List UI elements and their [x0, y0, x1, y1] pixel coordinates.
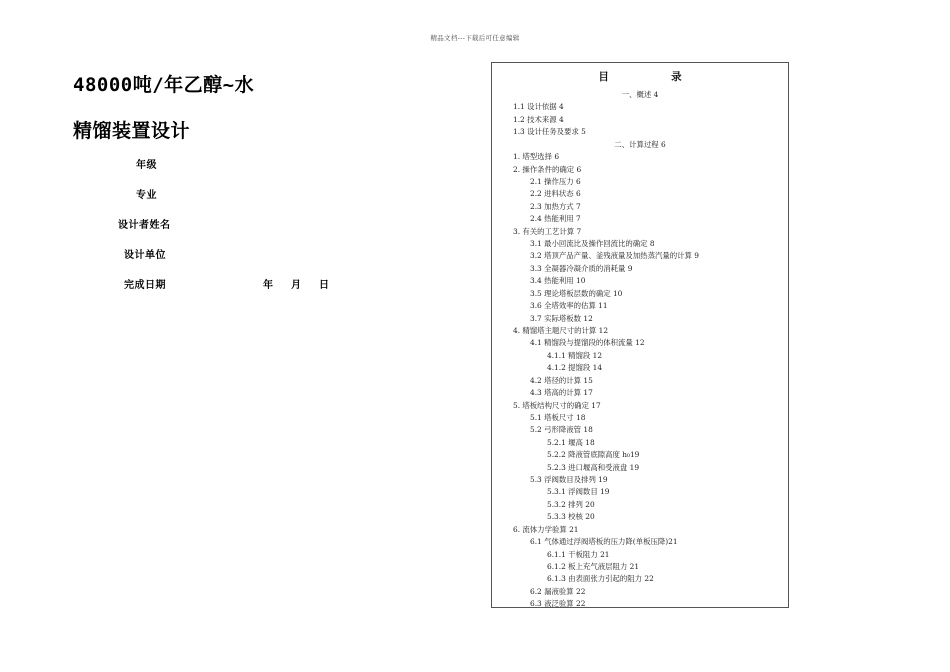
- toc-entry: 4.3 塔高的计算 17: [530, 388, 593, 398]
- toc-entry: 5.3.1 浮阀数目 19: [547, 487, 610, 497]
- toc-heading: 目 录: [598, 71, 710, 83]
- toc-entry: 2.1 操作压力 6: [530, 176, 581, 186]
- toc-entry: 2. 操作条件的确定 6: [513, 164, 582, 174]
- toc-entry: 4.1 精馏段与提馏段的体积流量 12: [530, 338, 645, 348]
- toc-entry: 5.3.3 校核 20: [547, 512, 595, 522]
- toc-entry: 4.1.1 精馏段 12: [547, 350, 603, 360]
- toc-entry: 5.2.3 进口堰高和受液盘 19: [547, 462, 640, 472]
- toc-entry: 6. 流体力学验算 21: [513, 524, 579, 534]
- toc-entry: 5.3 浮阀数目及排列 19: [530, 475, 608, 485]
- toc-entry: 5.2.2 降液管底隙高度 h₀19: [547, 450, 640, 460]
- field-major-label: 专业: [136, 190, 157, 201]
- toc-entry: 1.1 设计依据 4: [513, 102, 564, 112]
- toc-entry: 6.1 气体通过浮阀塔板的压力降(单板压降)21: [530, 537, 678, 547]
- toc-entry: 6.3 液泛验算 22: [530, 599, 586, 609]
- toc-entry: 1. 塔型选择 6: [513, 152, 560, 162]
- toc-entry: 2.4 热能利用 7: [530, 214, 581, 224]
- toc-entry: 3.4 热能利用 10: [530, 276, 586, 286]
- cover-title-line1: 48000吨/年乙醇~水: [73, 74, 255, 96]
- date-day-label: 日: [319, 280, 329, 291]
- toc-entry: 4. 精馏塔主题尺寸的计算 12: [513, 325, 609, 335]
- toc-entry: 5.2.1 堰高 18: [547, 437, 595, 447]
- toc-entry: 3.2 塔顶产品产量、釜残液量及加热蒸汽量的计算 9: [530, 251, 699, 261]
- toc-entry: 6.1.2 板上充气液层阻力 21: [547, 561, 640, 571]
- date-year-label: 年: [263, 280, 273, 291]
- toc-entry: 5.3.2 排列 20: [547, 499, 595, 509]
- toc-entry: 2.2 进料状态 6: [530, 189, 581, 199]
- toc-entry: 5. 塔板结构尺寸的确定 17: [513, 400, 601, 410]
- toc-entry: 5.1 塔板尺寸 18: [530, 412, 586, 422]
- toc-entry: 3.6 全塔效率的估算 11: [530, 301, 608, 311]
- field-date-label: 完成日期: [124, 280, 166, 291]
- date-month-label: 月: [291, 280, 301, 291]
- toc-entry: 3.3 全凝器冷凝介质的消耗量 9: [530, 263, 633, 273]
- field-unit-label: 设计单位: [124, 250, 166, 261]
- toc-entry: 3.7 实际塔板数 12: [530, 313, 593, 323]
- toc-entry: 5.2 弓形降液管 18: [530, 425, 593, 435]
- toc-entry: 1.2 技术来源 4: [513, 114, 564, 124]
- toc-entry: 2.3 加热方式 7: [530, 201, 581, 211]
- toc-entry: 6.1.1 干板阻力 21: [547, 549, 610, 559]
- toc-entry: 3. 有关的工艺计算 7: [513, 226, 582, 236]
- toc-entry: 6.1.3 由表面张力引起的阻力 22: [547, 574, 654, 584]
- toc-entry: 4.2 塔径的计算 15: [530, 375, 593, 385]
- toc-entry: 3.1 最小回流比及操作回流比的确定 8: [530, 239, 655, 249]
- cover-title-line2: 精馏装置设计: [73, 120, 191, 142]
- watermark-text: 精品文档---下载后可任意编辑: [430, 34, 520, 42]
- toc-entry: 1.3 设计任务及要求 5: [513, 127, 586, 137]
- field-designer-label: 设计者姓名: [118, 220, 171, 231]
- table-of-contents: [491, 62, 789, 608]
- toc-section-heading: 一、概述 4: [621, 90, 659, 99]
- toc-section-heading: 二、计算过程 6: [614, 139, 666, 149]
- toc-entry: 6.2 漏液验算 22: [530, 586, 586, 596]
- toc-entry: 3.5 理论塔板层数的确定 10: [530, 288, 623, 298]
- toc-entry: 4.1.2 提馏段 14: [547, 363, 603, 373]
- field-grade-label: 年级: [136, 160, 157, 171]
